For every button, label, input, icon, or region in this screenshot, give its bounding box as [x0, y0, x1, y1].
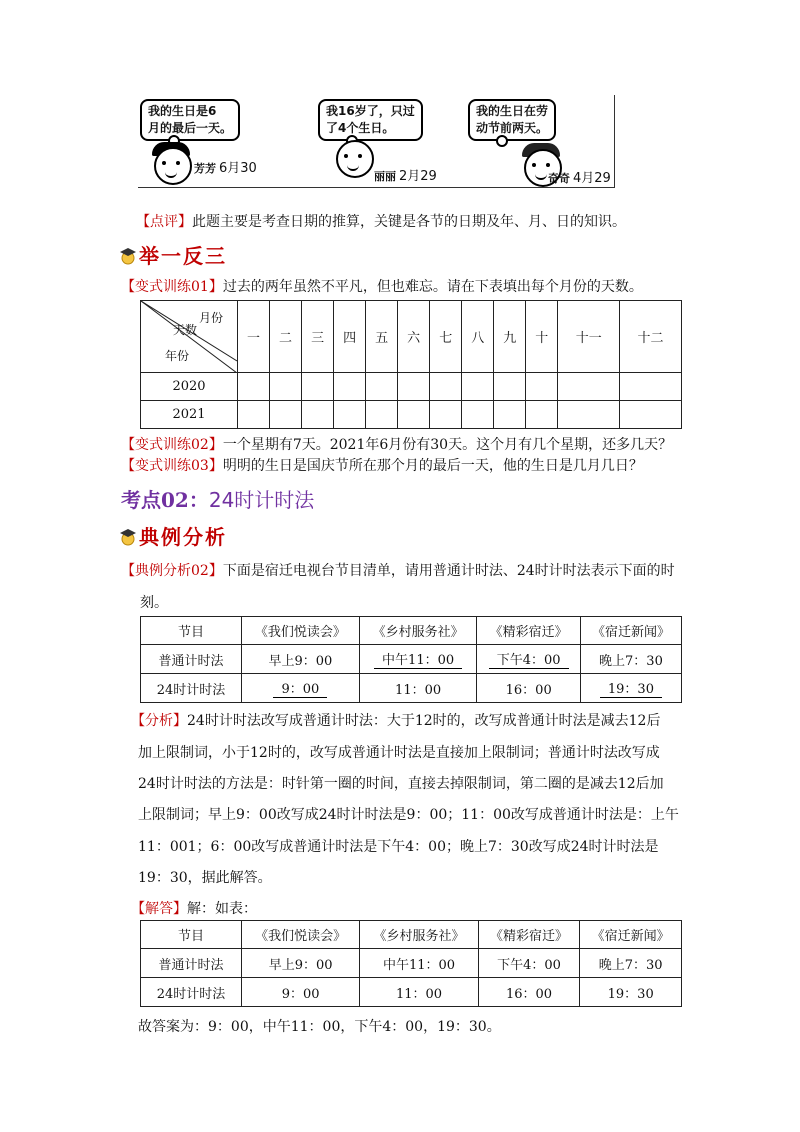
final-answer: 故答案为：9：00，中午11：00，下午4：00，19：30。	[138, 1019, 501, 1035]
graduate-icon	[119, 527, 137, 547]
days-input-cell[interactable]	[526, 401, 558, 429]
speech-bubble-1: 我的生日是6 月的最后一天。	[140, 99, 240, 141]
analysis-line-2: 加上限制词，小于12时的，改写成普通计时法是直接加上限制词；普通计时法改写成	[138, 745, 660, 761]
analysis-line-1: 【分析】24时计时法改写成普通计时法：大于12时的，改写成普通计时法是减去12后	[131, 713, 661, 729]
month-header: 四	[334, 301, 366, 373]
days-input-cell[interactable]	[334, 373, 366, 401]
days-input-cell[interactable]	[430, 401, 462, 429]
example-02-line1: 【典例分析02】下面是宿迁电视台节目清单，请用普通计时法、24时计时法表示下面的时	[121, 563, 675, 579]
days-input-cell[interactable]	[462, 401, 494, 429]
month-header: 七	[430, 301, 462, 373]
days-input-cell[interactable]	[494, 401, 526, 429]
days-input-cell[interactable]	[334, 401, 366, 429]
month-header: 八	[462, 301, 494, 373]
analysis-line-6: 19：30，据此解答。	[138, 870, 272, 886]
example-02-line2: 刻。	[140, 595, 168, 611]
days-input-cell[interactable]	[558, 373, 620, 401]
table-row: 24时计时法 9：00 11：00 16：00 19：30	[141, 978, 682, 1007]
days-input-cell[interactable]	[462, 373, 494, 401]
table-corner-cell: 月份 天数 年份	[141, 301, 238, 373]
days-input-cell[interactable]	[366, 373, 398, 401]
table-row: 节目 《我们悦读会》 《乡村服务社》 《精彩宿迁》 《宿迁新闻》	[141, 617, 682, 645]
days-input-cell[interactable]	[620, 401, 682, 429]
table-row: 24时计时法 9：00 11：00 16：00 19：30	[141, 674, 682, 703]
analysis-line-4: 上限制词；早上9：00改写成24时计时法是9：00；11：00改写成普通计时法是：上午	[138, 807, 679, 823]
days-input-cell[interactable]	[398, 401, 430, 429]
days-input-cell[interactable]	[620, 373, 682, 401]
speech-bubble-2: 我16岁了，只过 了4个生日。	[318, 99, 423, 141]
month-header: 五	[366, 301, 398, 373]
answer-line: 【解答】解：如表：	[131, 901, 257, 917]
analysis-line-5: 11：001；6：00改写成普通计时法是下午4：00；晚上7：30改写成24时计时法是	[138, 839, 659, 855]
month-header: 三	[302, 301, 334, 373]
exercise-02: 【变式训练02】一个星期有7天。2021年6月份有30天。这个月有几个星期，还多几天？	[121, 437, 673, 453]
exercise-01: 【变式训练01】过去的两年虽然不平凡，但也难忘。请在下表填出每个月份的天数。	[121, 279, 643, 295]
month-header: 十一	[558, 301, 620, 373]
table-row: 普通计时法 早上9：00 中午11：00 下午4：00 晚上7：30	[141, 645, 682, 674]
days-table	[140, 300, 682, 429]
month-header: 九	[494, 301, 526, 373]
child-face-icon	[154, 147, 192, 185]
year-cell: 2020	[141, 373, 238, 401]
table-row: 节目 《我们悦读会》 《乡村服务社》 《精彩宿迁》 《宿迁新闻》	[141, 921, 682, 949]
days-input-cell[interactable]	[430, 373, 462, 401]
speech-bubble-3: 我的生日在劳 动节前两天。	[468, 99, 556, 141]
person-caption-1: 芳芳 6月30	[194, 161, 257, 176]
days-input-cell[interactable]	[270, 373, 302, 401]
days-input-cell[interactable]	[270, 401, 302, 429]
days-input-cell[interactable]	[366, 401, 398, 429]
days-input-cell[interactable]	[238, 401, 270, 429]
kaodian-heading: 考点02：24时计时法	[121, 488, 315, 512]
child-face-icon	[336, 140, 374, 178]
section-heading-jyfs: 举一反三	[119, 240, 227, 269]
analysis-line-3: 24时计时法的方法是：时针第一圈的时间，直接去掉限制词，第二圈的是减去12后加	[138, 776, 664, 792]
person-caption-2: 丽丽 2月29	[374, 169, 437, 184]
program-table	[140, 616, 682, 703]
days-input-cell[interactable]	[494, 373, 526, 401]
year-cell: 2021	[141, 401, 238, 429]
days-input-cell[interactable]	[238, 373, 270, 401]
answer-table	[140, 920, 682, 1007]
table-row	[141, 373, 682, 401]
days-input-cell[interactable]	[302, 373, 334, 401]
table-row: 普通计时法 早上9：00 中午11：00 下午4：00 晚上7：30	[141, 949, 682, 978]
graduate-icon	[119, 246, 137, 266]
exercise-03: 【变式训练03】明明的生日是国庆节所在那个月的最后一天，他的生日是几月几日？	[121, 458, 643, 474]
section-heading-dlfx: 典例分析	[119, 521, 227, 550]
person-caption-3: 奇奇 4月29	[548, 171, 611, 186]
days-input-cell[interactable]	[302, 401, 334, 429]
table-row	[141, 401, 682, 429]
illustration-strip	[138, 95, 615, 188]
days-input-cell[interactable]	[558, 401, 620, 429]
month-header: 十	[526, 301, 558, 373]
month-header: 六	[398, 301, 430, 373]
month-header: 十二	[620, 301, 682, 373]
comment-line: 【点评】此题主要是考查日期的推算，关键是各节的日期及年、月、日的知识。	[136, 214, 626, 230]
days-input-cell[interactable]	[526, 373, 558, 401]
days-input-cell[interactable]	[398, 373, 430, 401]
month-header: 一	[238, 301, 270, 373]
month-header: 二	[270, 301, 302, 373]
